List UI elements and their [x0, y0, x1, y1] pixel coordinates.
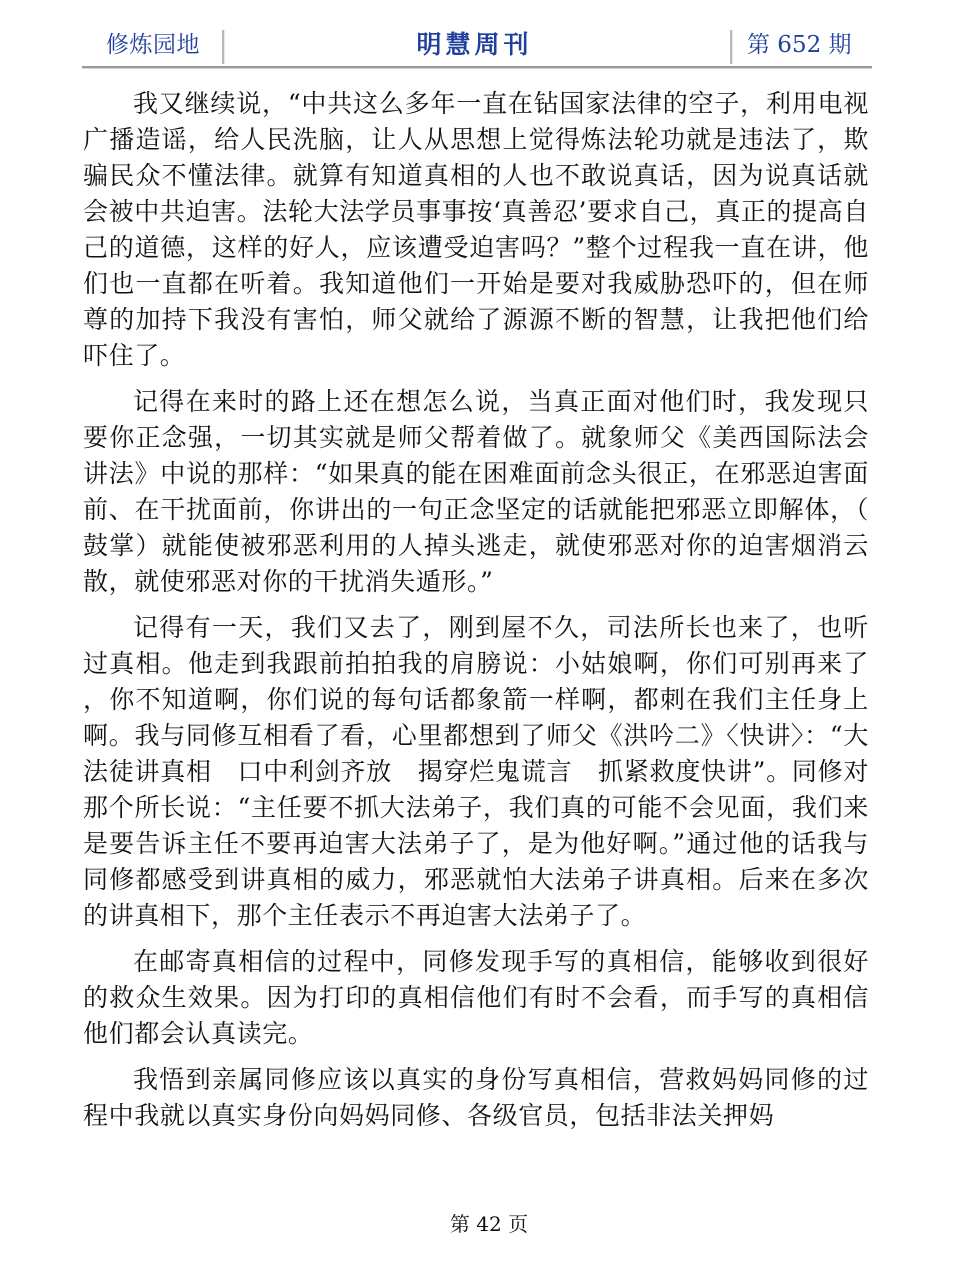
issue-number: 第 652 期 — [747, 32, 852, 58]
header-divider — [730, 30, 733, 64]
paragraph: 记得有一天，我们又去了，刚到屋不久，司法所长也来了，也听过真相。他走到我跟前拍拍我的肩膀说：小姑娘啊，你们可别再来了，你不知道啊，你们说的每句话都象箭一样啊，都刺在我们主任身上啊。我与同修互相看了看，心里都想到了师父《洪吟二》〈快讲〉：“大法徒讲真相 口中利剑齐放 揭穿烂鬼谎言 抓紧救度快讲”。同修对那个所长说：“主任要不抓大法弟子，我们真的可能不会见面，我们来是要告诉主任不要再迫害大法弟子了，是为他好啊。”通过他的话我与同修都感受到讲真相的威力，邪恶就怕大法弟子讲真相。后来在多次的讲真相下，那个主任表示不再迫害大法弟子了。 — [83, 613, 869, 930]
paragraph: 我悟到亲属同修应该以真实的身份写真相信，营救妈妈同修的过程中我就以真实身份向妈妈同修、各级官员，包括非法关押妈 — [83, 1065, 869, 1130]
paragraph: 记得在来时的路上还在想怎么说，当真正面对他们时，我发现只要你正念强，一切其实就是师父帮着做了。就象师父《美西国际法会讲法》中说的那样：“如果真的能在困难面前念头很正，在邪恶迫害面前、在干扰面前，你讲出的一句正念坚定的话就能把邪恶立即解体，（鼓掌）就能使被邪恶利用的人掉头逃走，就使邪恶对你的迫害烟消云散，就使邪恶对你的干扰消失遁形。” — [83, 387, 869, 596]
section-label: 修炼园地 — [106, 32, 200, 58]
article-body — [83, 86, 869, 1144]
paragraph: 我又继续说，“中共这么多年一直在钻国家法律的空子，利用电视广播造谣，给人民洗脑，让人从思想上觉得炼法轮功就是违法了，欺骗民众不懂法律。就算有知道真相的人也不敢说真话，因为说真话就会被中共迫害。法轮大法学员事事按‘真善忍’要求自己，真正的提高自己的道德，这样的好人，应该遭受迫害吗？”整个过程我一直在讲，他们也一直都在听着。我知道他们一开始是要对我威胁恐吓的，但在师尊的加持下我没有害怕，师父就给了源源不断的智慧，让我把他们给吓住了。 — [83, 89, 869, 370]
paragraph: 在邮寄真相信的过程中，同修发现手写的真相信，能够收到很好的救众生效果。因为打印的真相信他们有时不会看，而手写的真相信他们都会认真读完。 — [83, 947, 869, 1048]
header-rule — [82, 66, 872, 69]
page-header — [82, 26, 872, 68]
publication-title: 明慧周刊 — [416, 30, 533, 59]
page-number: 第 42 页 — [449, 1212, 529, 1236]
